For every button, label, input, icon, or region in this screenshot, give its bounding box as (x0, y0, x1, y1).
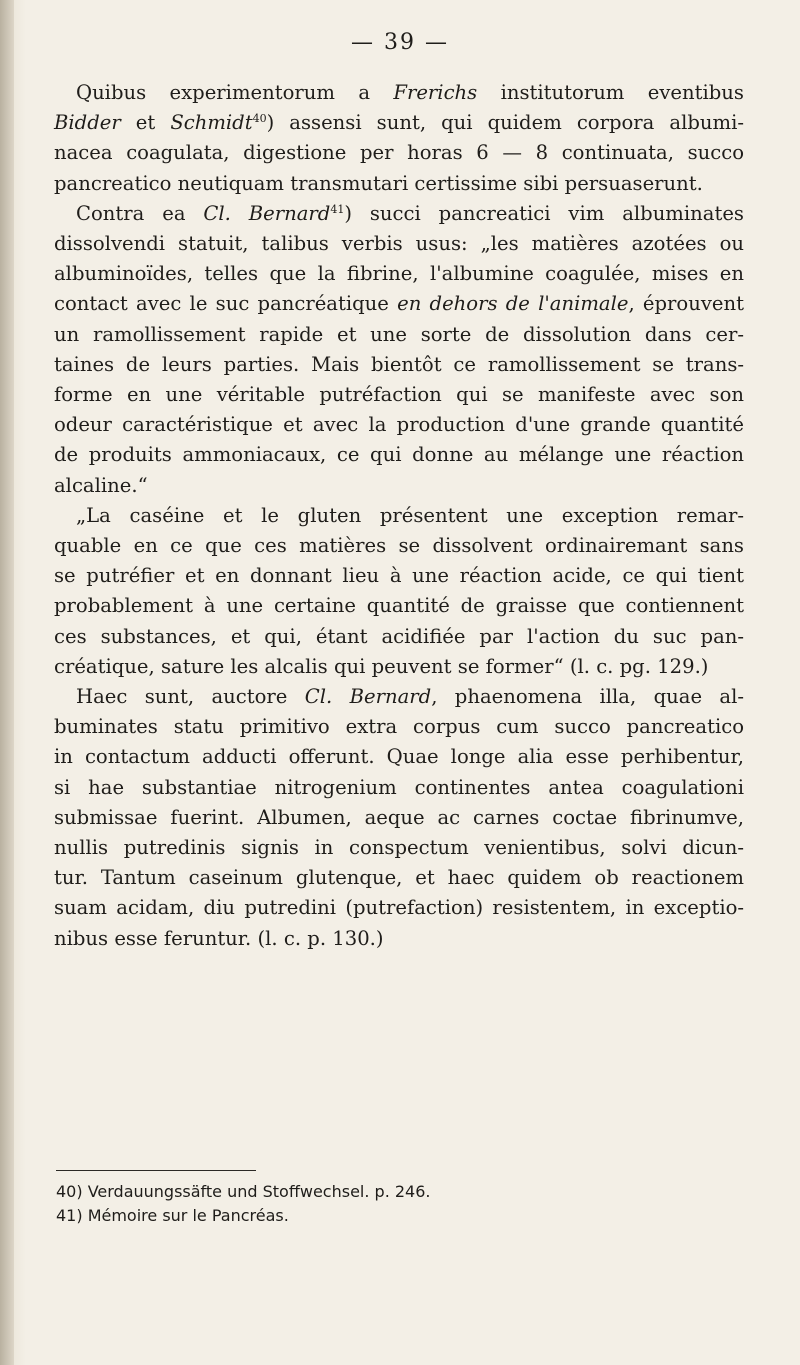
footnote-rule (56, 1170, 256, 1171)
page-number: — 39 — (351, 30, 449, 55)
italic-name: Schmidt (170, 111, 253, 135)
text-line: si hae substantiae nitrogenium continentes antea coagulationi (54, 775, 744, 799)
text-line: ces substances, et qui, étant acidifiée par l'action du suc pan- (54, 624, 744, 648)
text-line: odeur caractéristique et avec la production d'une grande quantité (54, 413, 744, 437)
text-line: tur. Tantum caseinum glutenque, et haec quidem ob reactionem (54, 866, 744, 890)
text-line: nibus esse feruntur. (l. c. p. 130.) (54, 926, 384, 950)
text-line: taines de leurs parties. Mais bientôt ce ramollissement se trans- (54, 352, 744, 376)
text-line: albuminoïdes, telles que la fibrine, l'albumine coagulée, mises en (54, 262, 744, 286)
footnote-40: 40) Verdauungssäfte und Stoffwechsel. p. 246. (56, 1182, 431, 1201)
text-line: „La caséine et le gluten présentent une exception remar- (76, 503, 744, 527)
body-text (54, 78, 744, 954)
text-line: alcaline.“ (54, 473, 148, 497)
text-line: Quibus experimentorum a Frerichs institutorum eventibus (76, 81, 744, 104)
footnote-ref: 41 (330, 202, 345, 216)
text-line: submissae fuerint. Albumen, aeque ac carnes coctae fibrinumve, (54, 805, 744, 829)
text-line: dissolvendi statuit, talibus verbis usus: „les matières azotées ou (54, 232, 744, 256)
text-line: nullis putredinis signis in conspectum venientibus, solvi dicun- (54, 836, 744, 860)
italic-name: Cl. Bernard (203, 201, 331, 225)
italic-name: en dehors de l'animale (397, 292, 629, 316)
text-line: créatique, sature les alcalis qui peuvent se former“ (l. c. pg. 129.) (54, 654, 709, 678)
text-line: contact avec le suc pancréatique en dehors de l'animale, éprouvent (54, 292, 745, 316)
text-line: nacea coagulata, digestione per horas 6 — 8 continuata, succo (54, 141, 744, 165)
footnote-41: 41) Mémoire sur le Pancréas. (56, 1206, 289, 1225)
italic-name: Cl. Bernard (304, 685, 432, 709)
text-line: forme en une véritable putréfaction qui se manifeste avec son (54, 383, 744, 407)
page-binding-shadow (0, 0, 14, 1365)
text-line: probablement à une certaine quantité de graisse que contiennent (54, 594, 744, 618)
footnotes (56, 1180, 706, 1228)
text-line: quable en ce que ces matières se dissolvent ordinairemant sans (54, 534, 744, 558)
text-line: Bidder et Schmidt$^{40}$) assensi sunt, qui quidem corpora albumi- (54, 111, 744, 135)
text-line: buminates statu primitivo extra corpus cum succo pancreatico (54, 715, 744, 739)
text-line: pancreatico neutiquam transmutari certissime sibi persuaserunt. (54, 171, 703, 195)
italic-name: Bidder (54, 111, 121, 135)
text-line: Haec sunt, auctore Cl. Bernard, phaenomena illa, quae al- (76, 685, 744, 709)
text-line: de produits ammoniacaux, ce qui donne au mélange une réaction (54, 443, 744, 467)
text-line: un ramollissement rapide et une sorte de dissolution dans cer- (54, 322, 744, 346)
italic-name: Frerichs (393, 81, 478, 104)
text-line: suam acidam, diu putredini (putrefaction) resistentem, in exceptio- (54, 896, 744, 920)
text-line: se putréfier et en donnant lieu à une réaction acide, ce qui tient (54, 564, 744, 588)
footnote-ref: 40 (252, 112, 267, 126)
text-line: in contactum adducti offerunt. Quae longe alia esse perhibentur, (54, 745, 744, 769)
text-line: Contra ea Cl. Bernard$^{41}$) succi pancreatici vim albuminates (76, 201, 744, 225)
